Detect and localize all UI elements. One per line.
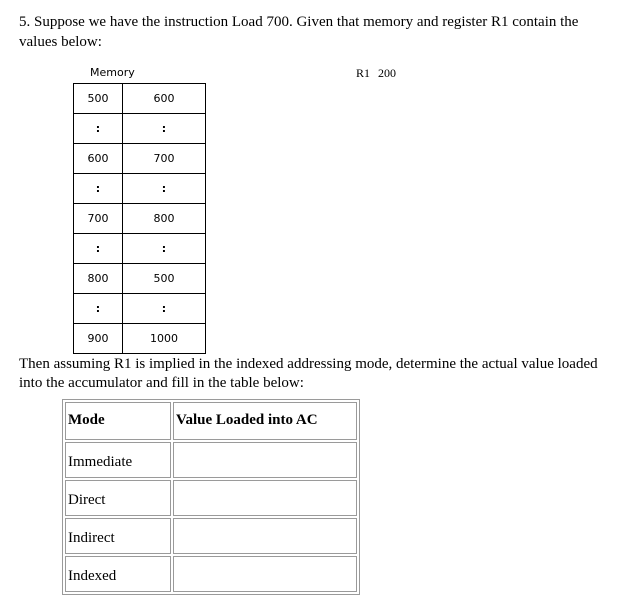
instructions-text: Then assuming R1 is implied in the indexed addressing mode, determine the actual value loaded into the accumulator and fill in the table below: <box>19 356 598 391</box>
mode-name: Immediate <box>65 442 171 478</box>
register-value: 200 <box>378 66 397 80</box>
memory-row <box>74 174 206 204</box>
memory-row <box>74 84 206 114</box>
value-cell[interactable] <box>173 480 357 516</box>
memory-value: : <box>123 114 206 144</box>
memory-address: 500 <box>74 84 123 114</box>
memory-address: 600 <box>74 144 123 174</box>
mode-name: Indirect <box>65 518 171 554</box>
memory-row <box>74 234 206 264</box>
memory-address: 700 <box>74 204 123 234</box>
memory-address: : <box>74 174 123 204</box>
memory-row <box>74 204 206 234</box>
register-r1 <box>356 66 396 81</box>
question-text: 5. Suppose we have the instruction Load 700. Given that memory and register R1 contain the values below: <box>19 14 579 50</box>
memory-row <box>74 114 206 144</box>
value-cell[interactable] <box>173 518 357 554</box>
mode-table-header <box>65 402 357 440</box>
mode-table <box>62 399 360 595</box>
memory-address: : <box>74 294 123 324</box>
memory-value: 600 <box>123 84 206 114</box>
memory-value: 1000 <box>123 324 206 354</box>
mode-table-row <box>65 556 357 592</box>
register-name: R1 <box>356 66 371 80</box>
mode-table-row <box>65 480 357 516</box>
memory-address: 800 <box>74 264 123 294</box>
memory-value: : <box>123 234 206 264</box>
value-cell[interactable] <box>173 442 357 478</box>
memory-value: : <box>123 174 206 204</box>
memory-value: 800 <box>123 204 206 234</box>
memory-row <box>74 294 206 324</box>
memory-caption: Memory <box>90 66 135 79</box>
memory-row <box>74 144 206 174</box>
value-column-header: Value Loaded into AC <box>173 402 357 440</box>
memory-value: : <box>123 294 206 324</box>
mode-table-row <box>65 518 357 554</box>
memory-address: 900 <box>74 324 123 354</box>
mode-table-row <box>65 442 357 478</box>
memory-table <box>73 83 206 354</box>
memory-address: : <box>74 114 123 144</box>
mode-name: Direct <box>65 480 171 516</box>
memory-address: : <box>74 234 123 264</box>
memory-row <box>74 324 206 354</box>
memory-row <box>74 264 206 294</box>
memory-value: 500 <box>123 264 206 294</box>
mode-name: Indexed <box>65 556 171 592</box>
value-cell[interactable] <box>173 556 357 592</box>
memory-value: 700 <box>123 144 206 174</box>
mode-column-header: Mode <box>65 402 171 440</box>
